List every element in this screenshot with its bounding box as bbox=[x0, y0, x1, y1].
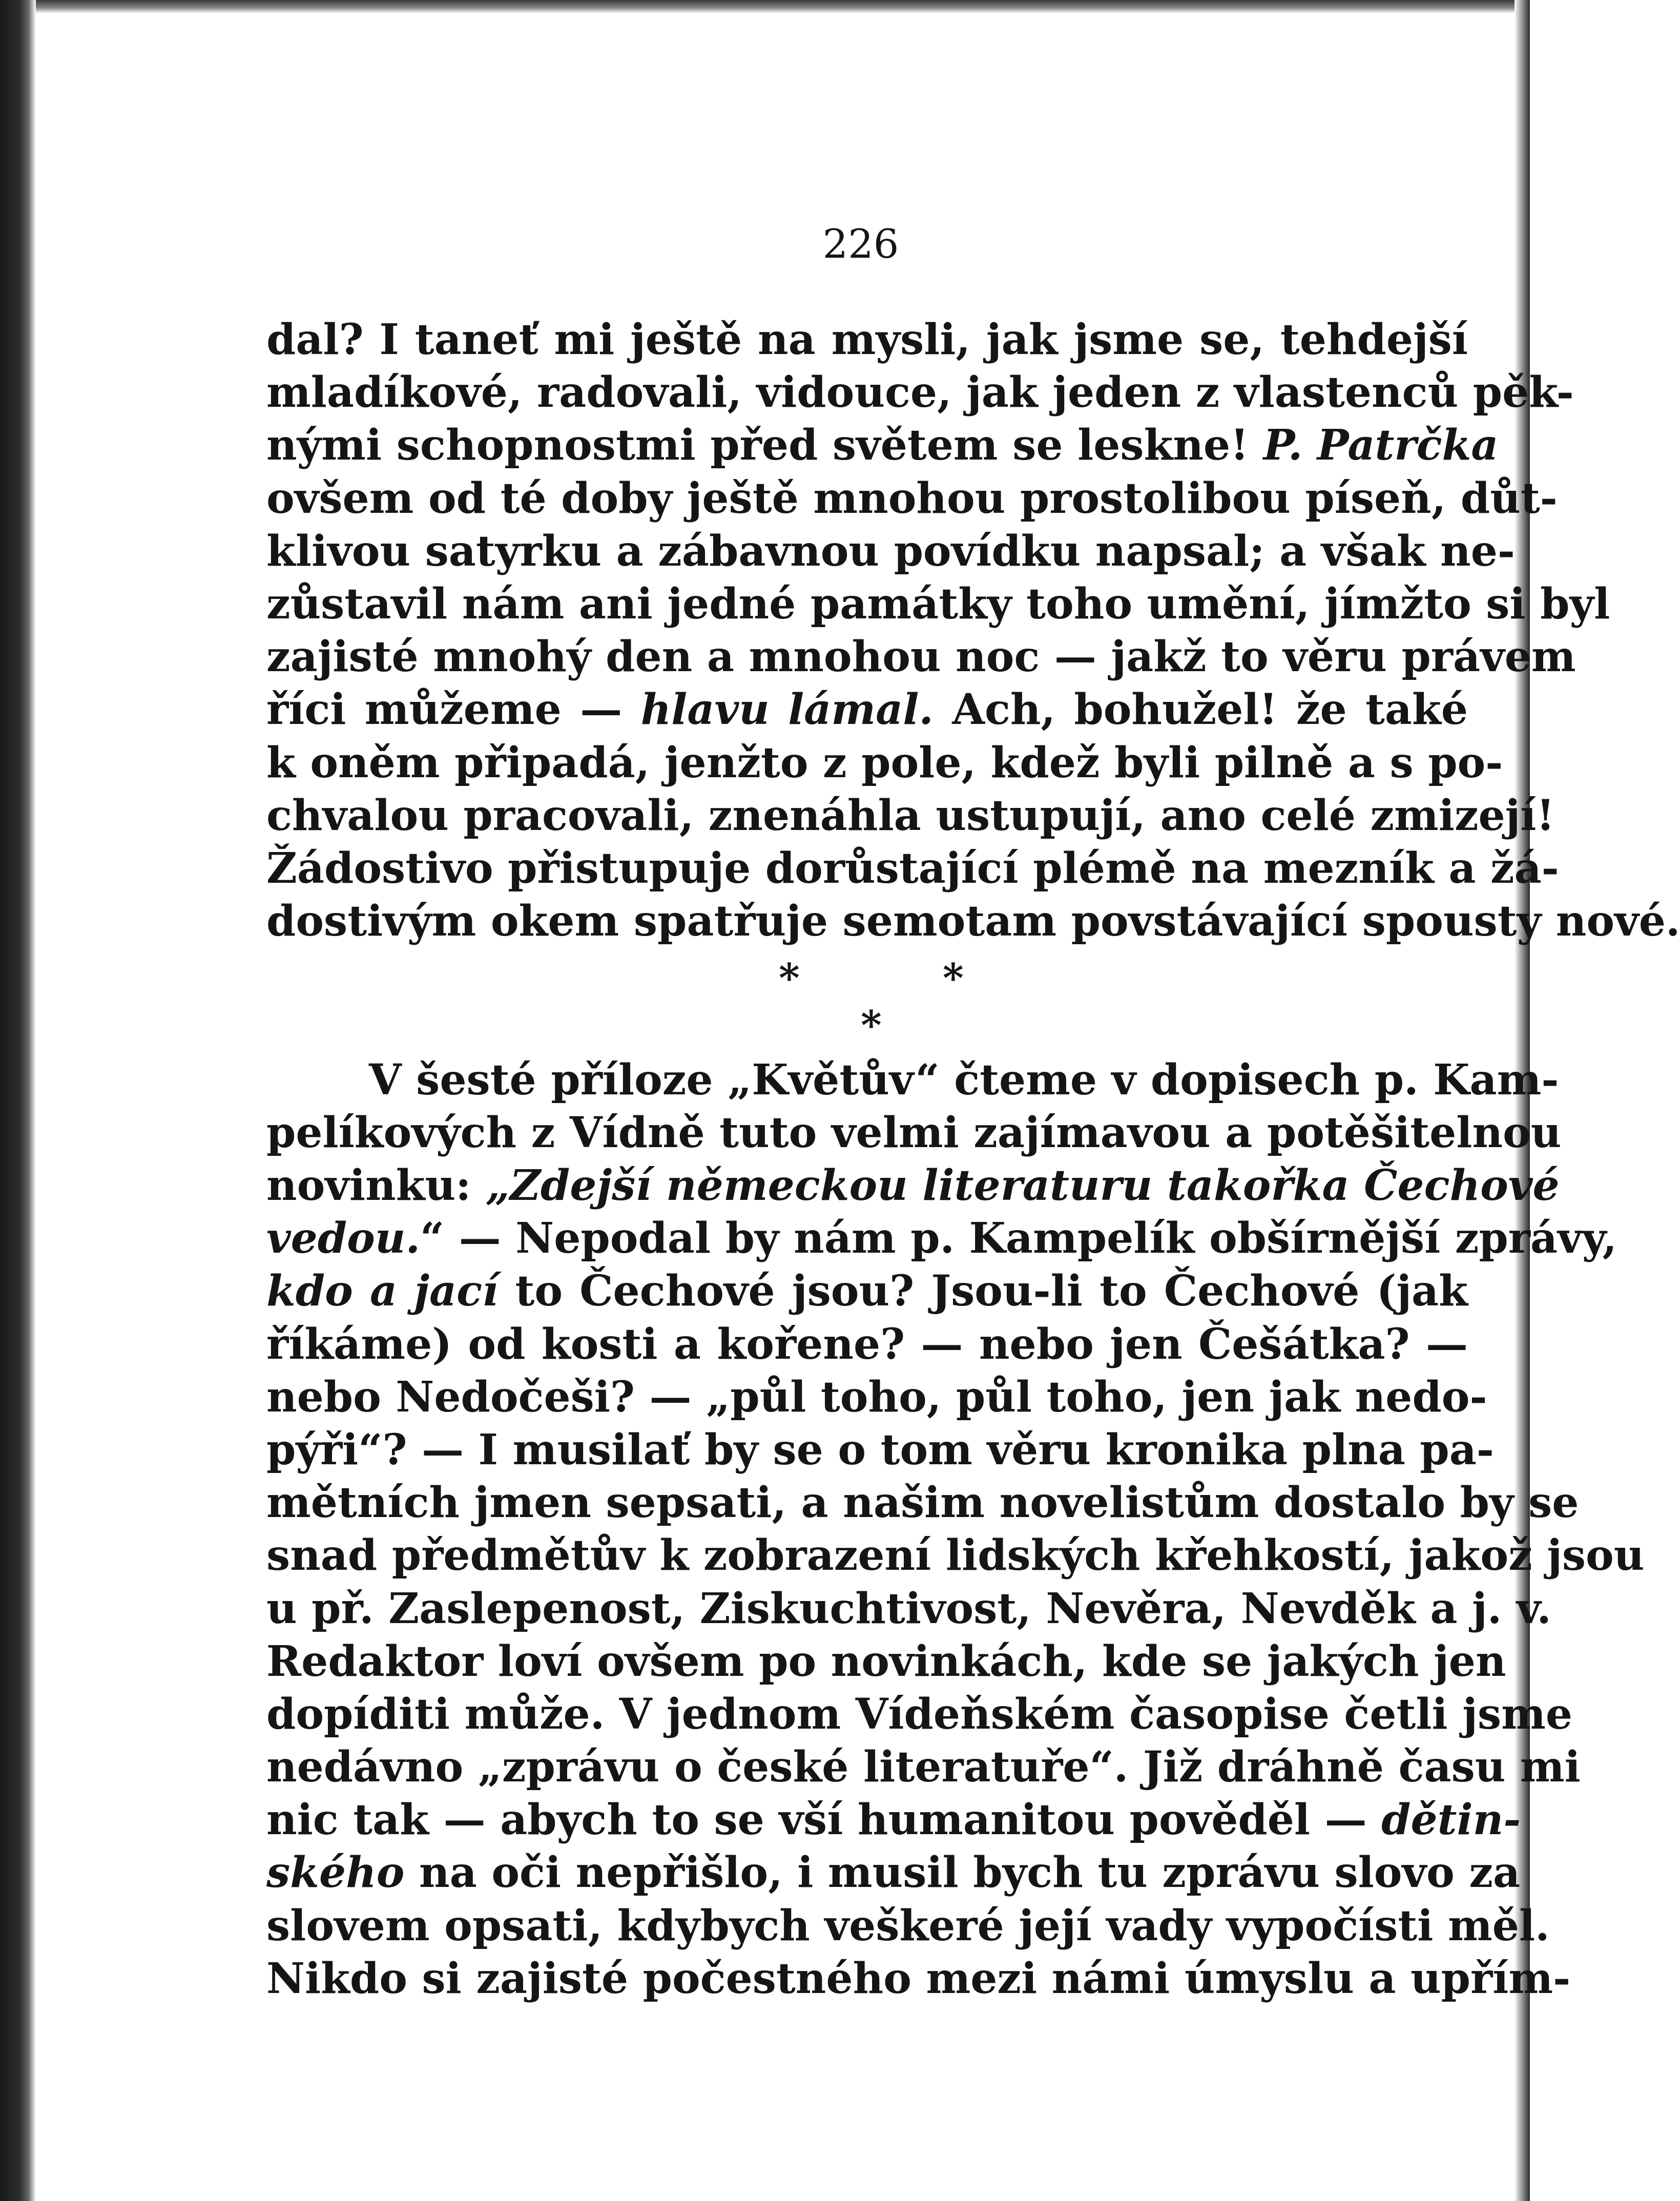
text-line bbox=[266, 419, 1499, 472]
text-run: Žádostivo přistupuje dorůstající plémě na mezník a žá- bbox=[266, 843, 1559, 893]
text-line bbox=[266, 525, 1515, 578]
text-line bbox=[266, 1846, 1521, 1899]
text-run: pelíkových z Vídně tuto velmi zajímavou a potěšitelnou bbox=[266, 1108, 1562, 1157]
asterisk: * bbox=[943, 955, 964, 1002]
text-line bbox=[266, 1635, 1506, 1688]
text-line bbox=[266, 1477, 1579, 1529]
text-line bbox=[266, 472, 1558, 525]
text-line bbox=[266, 1529, 1645, 1582]
text-run: “ — Nepodal by nám p. Kampelík obšírnější zprávy, bbox=[420, 1214, 1617, 1263]
text-run: na oči nepřišlo, i musil bych tu zprávu slovo za bbox=[404, 1848, 1521, 1898]
text-run: Ach, bohužel! že také bbox=[933, 685, 1468, 735]
text-line bbox=[266, 578, 1610, 631]
text-line bbox=[266, 1424, 1494, 1477]
text-line bbox=[266, 1953, 1571, 2005]
text-line bbox=[266, 1318, 1468, 1371]
body-text bbox=[266, 314, 1680, 2005]
text-line bbox=[266, 1900, 1550, 1953]
text-run: nedávno „zprávu o české literatuře“. Již dráhně času mi bbox=[266, 1742, 1581, 1792]
text-run: pýři“? — I musilať by se o tom věru kronika plna pa- bbox=[266, 1425, 1494, 1475]
italic-run: P. Patrčka bbox=[1263, 421, 1499, 470]
text-run: chvalou pracovali, znenáhla ustupují, ano celé zmizejí! bbox=[266, 791, 1555, 840]
text-run: klivou satyrku a zábavnou povídku napsal; a však ne- bbox=[266, 526, 1515, 576]
text-run: zajisté mnohý den a mnohou noc — jakž to věru právem bbox=[266, 632, 1576, 682]
text-run: nebo Nedočeši? — „půl toho, půl toho, jen jak nedo- bbox=[266, 1372, 1487, 1422]
text-run: Nikdo si zajisté počestného mezi námi úmyslu a upřím- bbox=[266, 1954, 1571, 2003]
asterisk: * bbox=[779, 955, 800, 1002]
text-run: slovem opsati, kdybych veškeré její vady vypočísti měl. bbox=[266, 1901, 1550, 1950]
asterisk: * bbox=[861, 1002, 882, 1049]
text-run: říkáme) od kosti a kořene? — nebo jen Češátka? — bbox=[266, 1319, 1468, 1369]
italic-run: dětin- bbox=[1381, 1795, 1521, 1845]
text-run: nými schopnostmi před světem se leskne! bbox=[266, 421, 1263, 470]
text-line bbox=[266, 737, 1503, 790]
page-number: 226 bbox=[822, 221, 899, 267]
text-line bbox=[266, 366, 1574, 419]
text-line bbox=[266, 1159, 1560, 1212]
text-line bbox=[266, 1583, 1551, 1635]
text-run: novinku: bbox=[266, 1161, 486, 1211]
text-run: snad předmětův k zobrazení lidských křehkostí, jakož jsou bbox=[266, 1531, 1645, 1581]
text-run: Redaktor loví ovšem po novinkách, kde se jakých jen bbox=[266, 1636, 1506, 1686]
text-line bbox=[266, 1212, 1617, 1265]
text-run: to Čechové jsou? Jsou-li to Čechové (jak bbox=[498, 1266, 1468, 1316]
text-line bbox=[266, 790, 1555, 842]
text-line bbox=[266, 895, 1680, 948]
text-run: dal? I taneť mi ještě na mysli, jak jsme se, tehdejší bbox=[266, 315, 1468, 364]
text-run: mětních jmen sepsati, a našim novelistům dostalo by se bbox=[266, 1478, 1579, 1528]
text-run: nic tak — abych to se vší humanitou pověděl — bbox=[266, 1795, 1382, 1845]
text-line bbox=[266, 1054, 1559, 1107]
text-line bbox=[266, 1741, 1581, 1794]
text-line bbox=[266, 1371, 1487, 1424]
text-line bbox=[266, 842, 1559, 895]
text-run: mladíkové, radovali, vidouce, jak jeden z vlastenců pěk- bbox=[266, 368, 1574, 418]
italic-run: hlavu lámal. bbox=[640, 685, 934, 735]
text-line bbox=[266, 314, 1468, 366]
text-line bbox=[266, 1265, 1468, 1318]
text-run: V šesté příloze „Květův“ čteme v dopisech p. Kam- bbox=[369, 1055, 1559, 1105]
text-run: k oněm připadá, jenžto z pole, kdež byli pilně a s po- bbox=[266, 738, 1503, 787]
text-line bbox=[266, 683, 1468, 736]
italic-run: ského bbox=[266, 1848, 405, 1898]
section-separator bbox=[266, 948, 1468, 1053]
italic-run: vedou. bbox=[266, 1214, 421, 1263]
text-run: ovšem od té doby ještě mnohou prostolibou píseň, důt- bbox=[266, 473, 1558, 523]
text-run: dopíditi může. V jednom Vídeňském časopise četli jsme bbox=[266, 1689, 1573, 1739]
text-run: u př. Zaslepenost, Ziskuchtivost, Nevěra, Nevděk a j. v. bbox=[266, 1584, 1551, 1633]
italic-run: kdo a jací bbox=[266, 1266, 499, 1316]
text-line bbox=[266, 631, 1576, 683]
text-line bbox=[266, 1107, 1562, 1159]
text-line bbox=[266, 1794, 1521, 1846]
text-run: říci můžeme — bbox=[266, 685, 641, 735]
scan-border-left bbox=[0, 0, 36, 2201]
text-run: zůstavil nám ani jedné památky toho umění, jímžto si byl bbox=[266, 579, 1610, 629]
italic-run: „Zdejší německou literaturu takořka Čechové bbox=[485, 1161, 1560, 1211]
text-line bbox=[266, 1688, 1573, 1741]
text-run: dostivým okem spatřuje semotam povstávající spousty nové. bbox=[266, 897, 1680, 946]
scan-border-top bbox=[0, 0, 1530, 13]
